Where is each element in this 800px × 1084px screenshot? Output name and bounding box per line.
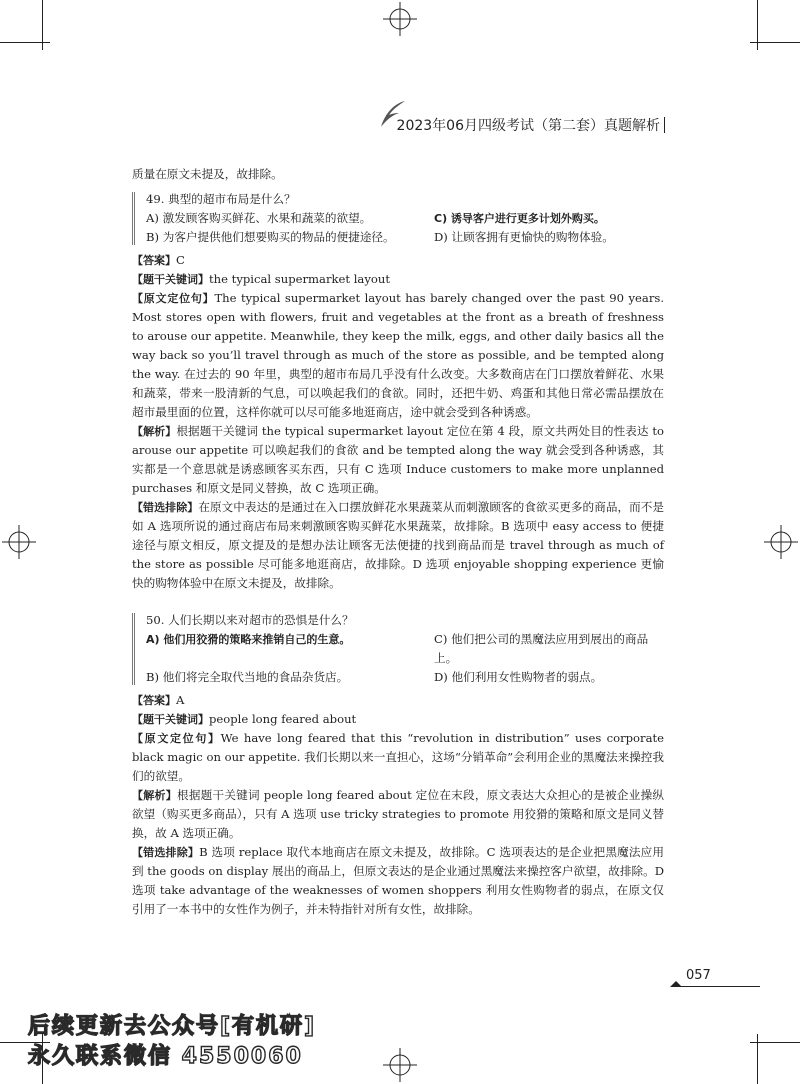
- exclude-text: 在原文中表达的是通过在入口摆放鲜花水果蔬菜从而刺激顾客的食欲买更多的商品，而不是如 A 选项所说的通过商店布局来刺激顾客购买鲜花水果蔬菜，故排除。B 选项中 easy access to 便捷途径与原文相反，原文提及的是想办法让顾客无法便捷的找到商品而是 travel through as much of the store as possible 尽可能多地逛商店，故排除。D 选项 enjoyable shopping experience 更愉快的购物体验中在原文未提及，故排除。: [132, 500, 665, 590]
- watermark-line-1: 后续更新去公众号[有机研]: [28, 1014, 317, 1039]
- registration-mark-icon: [2, 525, 36, 559]
- exclude-label: 【错选排除】: [132, 501, 199, 514]
- analysis-label: 【解析】: [132, 425, 177, 438]
- registration-mark-icon: [764, 525, 798, 559]
- crop-mark: [750, 1042, 800, 1043]
- keyword-value: people long feared about: [209, 712, 357, 726]
- answer-label: 【答案】: [132, 694, 176, 707]
- watermark: [28, 1012, 316, 1072]
- exclude-paragraph: [132, 498, 664, 593]
- keyword-line: [132, 710, 664, 729]
- question-50: [132, 611, 664, 687]
- header-divider: [664, 117, 665, 133]
- watermark-line-2: 永久联系微信 4550060: [28, 1044, 303, 1069]
- option-c: C) 诱导客户进行更多计划外购买。: [434, 212, 605, 225]
- intro-text: 质量在原文未提及，故排除。: [132, 167, 283, 181]
- analysis-paragraph: [132, 786, 664, 843]
- option-c: C) 他们把公司的黑魔法应用到展出的商品上。: [434, 632, 649, 665]
- registration-mark-icon: [383, 2, 417, 36]
- answer-value: A: [176, 693, 185, 707]
- page-number: 057: [686, 968, 711, 983]
- section-gap: [132, 593, 664, 605]
- locate-text: The typical supermarket layout has barely changed over the past 90 years. Most stores open with flowers, fruit and vegetables at the front as a breath of freshness to arouse our appetite. Meanwhile, they keep the milk, eggs, and other daily basics all the way back so you’ll travel through as much of the store as possible, and be tempted along the way. 在过去的 90 年里，典型的超市布局几乎没有什么改变。大多数商店在门口摆放着鲜花、水果和蔬菜，带来一股清新的气息，可以唤起我们的食欲。同时，还把牛奶、鸡蛋和其他日常必需品摆放在超市最里面的位置，这样你就可以尽可能多地逛商店，途中就会受到各种诱惑。: [132, 291, 665, 419]
- registration-mark-icon: [383, 1048, 417, 1082]
- option-b: B) 为客户提供他们想要购买的物品的便捷途径。: [146, 230, 395, 244]
- question-title: 49. 典型的超市布局是什么？: [146, 192, 296, 206]
- answer-value: C: [176, 253, 185, 267]
- analysis-text: 根据题干关键词 people long feared about 定位在末段，原文表达大众担心的是被企业操纵欲望（购买更多商品），只有 A 选项 use tricky strategies to promote 用狡猾的策略和原文是同义替换，故 A 选项正确。: [132, 788, 665, 840]
- option-d: D) 让顾客拥有更愉快的购物体验。: [434, 230, 614, 244]
- locate-text: We have long feared that this “revolution in distribution” uses corporate black magic on our appetite. 我们长期以来一直担心，这场“分销革命”会利用企业的黑魔法来操控我们的欲望。: [132, 731, 665, 783]
- exclude-paragraph: [132, 843, 664, 919]
- option-b: B) 他们将完全取代当地的食品杂货店。: [146, 670, 349, 684]
- analysis-text: 根据题干关键词 the typical supermarket layout 定位在第 4 段，原文共两处目的性表达 to arouse our appetite 可以唤起我们的食欲 and be tempted along the way 就会受到各种诱惑，其实都是一个意思就是诱惑顾客买东西，只有 C 选项 Induce customers to make more unplanned purchases 和原文是同义替换，故 C 选项正确。: [132, 424, 665, 495]
- crop-mark: [0, 42, 50, 43]
- keyword-label: 【题干关键词】: [132, 713, 209, 726]
- locate-label: 【原文定位句】: [132, 732, 221, 745]
- question-title: 50. 人们长期以来对超市的恐惧是什么？: [146, 613, 354, 627]
- answer-line: [132, 251, 664, 270]
- option-d: D) 他们利用女性购物者的弱点。: [434, 670, 603, 684]
- option-grid: [146, 209, 664, 247]
- analysis-paragraph: [132, 422, 664, 498]
- keyword-line: [132, 270, 664, 289]
- exclude-label: 【错选排除】: [132, 846, 200, 859]
- option-a: A) 他们用狡猾的策略来推销自己的生意。: [146, 633, 351, 646]
- page-header: [397, 115, 665, 135]
- answer-label: 【答案】: [132, 254, 176, 267]
- page-content: [132, 165, 664, 919]
- question-49: [132, 190, 664, 247]
- keyword-label: 【题干关键词】: [132, 273, 209, 286]
- exclude-text: B 选项 replace 取代本地商店在原文未提及，故排除。C 选项表达的是企业把黑魔法应用到 the goods on display 展出的商品上，但原文表达的是企业通过黑魔法来操控客户欲望，故排除。D 选项 take advantage of the weaknesses of women shoppers 利用女性购物者的弱点，在原文仅引用了一本书中的女性作为例子，并未特指针对所有女性，故排除。: [132, 845, 665, 916]
- locate-paragraph: [132, 289, 664, 422]
- header-title: 2023年06月四级考试（第二套）真题解析: [396, 118, 660, 134]
- option-grid: [146, 630, 664, 687]
- option-a: A) 激发顾客购买鲜花、水果和蔬菜的欲望。: [146, 211, 372, 225]
- locate-label: 【原文定位句】: [132, 292, 215, 305]
- answer-line: [132, 691, 664, 710]
- keyword-value: the typical supermarket layout: [209, 272, 391, 286]
- crop-mark: [750, 42, 800, 43]
- analysis-label: 【解析】: [132, 789, 177, 802]
- page-number-rule: [680, 986, 760, 987]
- locate-paragraph: [132, 729, 664, 786]
